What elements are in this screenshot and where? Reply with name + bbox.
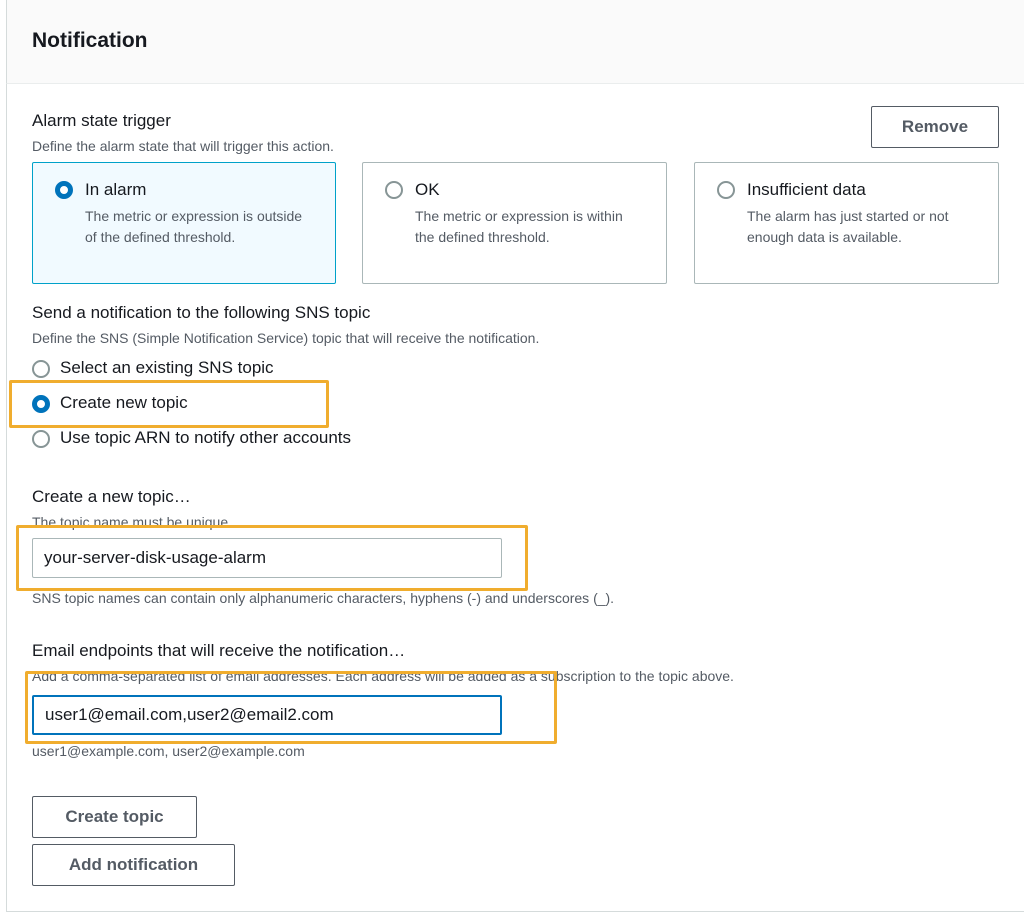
email-endpoints-input[interactable]: user1@email.com,user2@email2.com [32, 695, 502, 735]
radio-insufficient-data[interactable] [717, 181, 735, 199]
tile-ok-title: OK [415, 180, 440, 199]
topic-name-input[interactable]: your-server-disk-usage-alarm [32, 538, 502, 578]
tile-insufficient-data-description: The alarm has just started or not enough data is available. [747, 208, 949, 245]
tile-insufficient-data[interactable] [694, 162, 999, 284]
alarm-state-trigger-description: Define the alarm state that will trigger this action. [32, 138, 334, 154]
radio-in-alarm[interactable] [55, 181, 73, 199]
panel-title: Notification [32, 29, 148, 52]
alarm-state-trigger-label: Alarm state trigger [32, 111, 171, 130]
sns-topic-description: Define the SNS (Simple Notification Service) topic that will receive the notification. [32, 330, 540, 346]
remove-button[interactable]: Remove [871, 106, 999, 148]
create-topic-button[interactable]: Create topic [32, 796, 197, 838]
radio-ok[interactable] [385, 181, 403, 199]
tile-ok-description: The metric or expression is within the defined threshold. [415, 208, 623, 245]
email-endpoints-hint: user1@example.com, user2@example.com [32, 743, 305, 759]
radio-existing-topic[interactable] [32, 360, 50, 378]
option-create-new-topic-label: Create new topic [60, 393, 188, 412]
new-topic-label: Create a new topic… [32, 487, 191, 506]
option-topic-arn-label: Use topic ARN to notify other accounts [60, 428, 352, 447]
sns-topic-label: Send a notification to the following SNS topic [32, 303, 371, 322]
tile-in-alarm-title: In alarm [85, 180, 147, 199]
radio-topic-arn[interactable] [32, 430, 50, 448]
email-endpoints-description: Add a comma-separated list of email addresses. Each address will be added as a subscription to the topic above. [32, 668, 734, 684]
new-topic-description: The topic name must be unique. [32, 514, 233, 530]
tile-in-alarm-description: The metric or expression is outside of the defined threshold. [85, 208, 303, 245]
add-notification-button[interactable]: Add notification [32, 844, 235, 886]
tile-in-alarm[interactable] [32, 162, 336, 284]
option-existing-topic-label: Select an existing SNS topic [60, 358, 274, 377]
email-endpoints-label: Email endpoints that will receive the notification… [32, 641, 406, 660]
radio-create-new-topic[interactable] [32, 395, 50, 413]
topic-name-constraint: SNS topic names can contain only alphanumeric characters, hyphens (-) and underscores (_). [32, 590, 615, 606]
panel-header [6, 0, 1024, 84]
tile-insufficient-data-title: Insufficient data [747, 180, 866, 199]
tile-ok[interactable] [362, 162, 667, 284]
